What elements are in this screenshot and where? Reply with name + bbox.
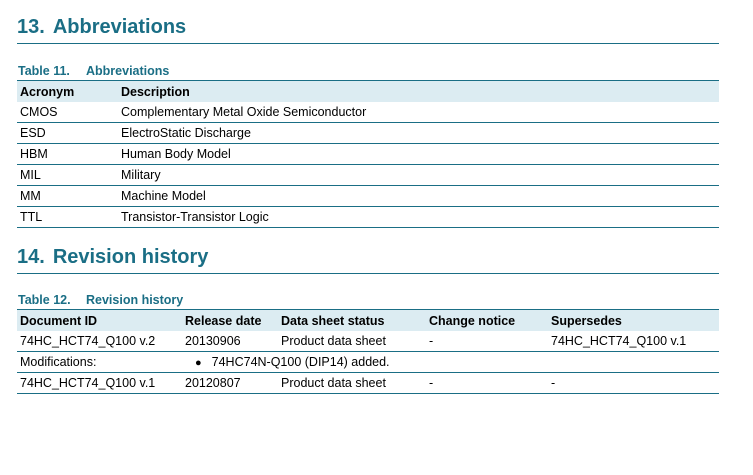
revision-history-heading: [17, 245, 719, 274]
table-row: [17, 207, 719, 228]
bullet-icon: ●: [195, 357, 202, 369]
status-cell: Product data sheet: [278, 331, 426, 352]
section-title: Abbreviations: [52, 16, 187, 38]
table-row: [17, 373, 719, 394]
modifications-row: [17, 352, 719, 373]
section-number: 13.: [17, 16, 45, 38]
header-supersedes: Supersedes: [548, 310, 719, 332]
table-row: [17, 144, 719, 165]
caption-number: Table 11.: [18, 64, 70, 78]
acronym-cell: ESD: [17, 123, 118, 144]
table-header-row: [17, 81, 719, 103]
table-header-row: [17, 310, 719, 332]
section-title: Revision history: [52, 246, 209, 268]
description-cell: Transistor-Transistor Logic: [118, 207, 719, 228]
modifications-label: Modifications:: [17, 352, 182, 373]
status-cell: Product data sheet: [278, 373, 426, 394]
header-document-id: Document ID: [17, 310, 182, 332]
document-id-cell: 74HC_HCT74_Q100 v.1: [17, 373, 182, 394]
acronym-cell: HBM: [17, 144, 118, 165]
description-cell: Military: [118, 165, 719, 186]
header-data-sheet-status: Data sheet status: [278, 310, 426, 332]
header-release-date: Release date: [182, 310, 278, 332]
table-row: [17, 186, 719, 207]
description-cell: Human Body Model: [118, 144, 719, 165]
header-change-notice: Change notice: [426, 310, 548, 332]
modification-item: 74HC74N-Q100 (DIP14) added.: [211, 355, 390, 369]
table-row: [17, 123, 719, 144]
supersedes-cell: 74HC_HCT74_Q100 v.1: [548, 331, 719, 352]
abbreviations-table-caption: [18, 63, 169, 79]
acronym-cell: MIL: [17, 165, 118, 186]
table-row: [17, 165, 719, 186]
modifications-list: [182, 352, 719, 373]
header-description: Description: [118, 81, 719, 103]
revision-history-table: [17, 309, 719, 394]
table-row: [17, 102, 719, 123]
change-notice-cell: -: [426, 331, 548, 352]
caption-title: Revision history: [86, 293, 184, 307]
table-row: [17, 331, 719, 352]
caption-title: Abbreviations: [86, 64, 170, 78]
document-id-cell: 74HC_HCT74_Q100 v.2: [17, 331, 182, 352]
description-cell: ElectroStatic Discharge: [118, 123, 719, 144]
header-acronym: Acronym: [17, 81, 118, 103]
release-date-cell: 20130906: [182, 331, 278, 352]
abbreviations-heading: [17, 15, 719, 44]
change-notice-cell: -: [426, 373, 548, 394]
acronym-cell: TTL: [17, 207, 118, 228]
supersedes-cell: -: [548, 373, 719, 394]
section-number: 14.: [17, 246, 45, 268]
acronym-cell: CMOS: [17, 102, 118, 123]
acronym-cell: MM: [17, 186, 118, 207]
description-cell: Machine Model: [118, 186, 719, 207]
revision-table-caption: [18, 292, 183, 308]
release-date-cell: 20120807: [182, 373, 278, 394]
abbreviations-table: [17, 80, 719, 228]
description-cell: Complementary Metal Oxide Semiconductor: [118, 102, 719, 123]
caption-number: Table 12.: [18, 293, 71, 307]
